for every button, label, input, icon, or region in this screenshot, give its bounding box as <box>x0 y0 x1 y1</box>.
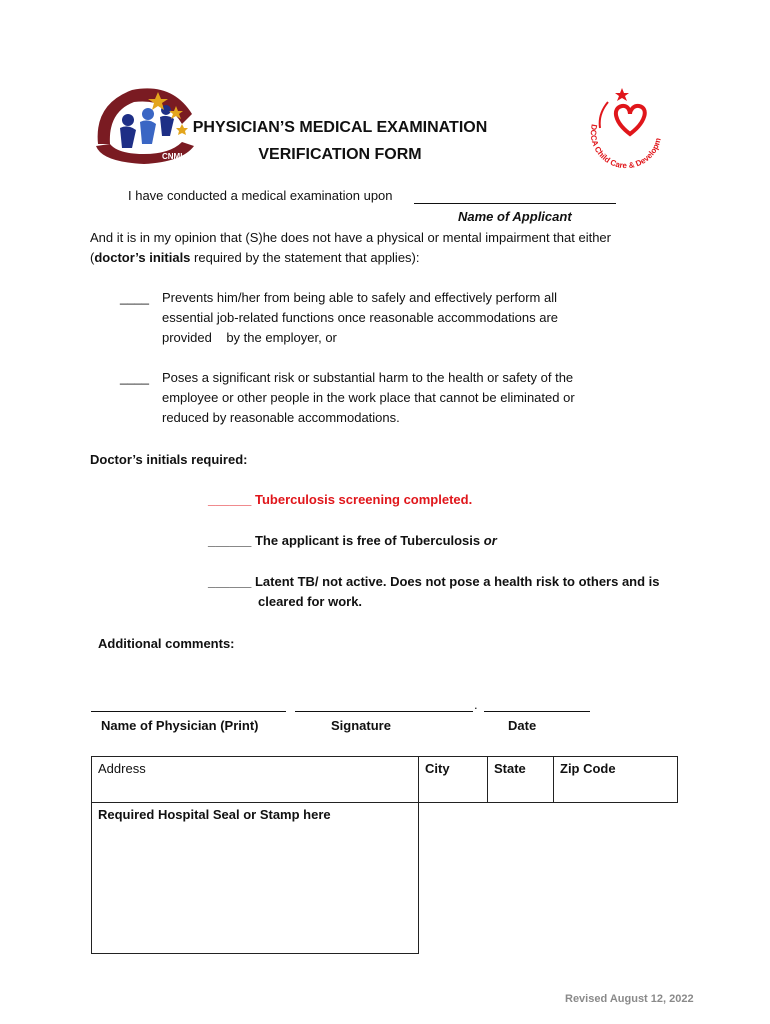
svg-text:CNMI: CNMI <box>162 152 183 161</box>
hospital-seal-cell[interactable]: Required Hospital Seal or Stamp here <box>92 803 419 954</box>
empty-cell <box>419 803 678 954</box>
zip-code-cell[interactable]: Zip Code <box>554 757 678 803</box>
date-label: Date <box>508 718 537 733</box>
date-line[interactable] <box>484 711 590 712</box>
exam-statement: I have conducted a medical examination upon <box>128 188 393 203</box>
option-1-text: Prevents him/her from being able to safely and effectively perform all essential job-related functions once reasonable accommodations are provided by the employer, or <box>162 290 559 345</box>
opinion-line-2: (doctor’s initials required by the statement that applies): <box>90 250 420 265</box>
tb-free-line[interactable]: ______ The applicant is free of Tuberculosis or <box>208 533 497 548</box>
city-cell[interactable]: City <box>419 757 488 803</box>
option-2-initials-blank[interactable]: ____ <box>120 370 149 385</box>
additional-comments-label: Additional comments: <box>98 636 235 651</box>
title-line-2: VERIFICATION FORM <box>258 146 422 163</box>
tb-screening-line[interactable]: ______ Tuberculosis screening completed. <box>208 492 473 507</box>
tb-heading: Doctor’s initials required: <box>90 452 248 467</box>
signature-label: Signature <box>331 718 391 733</box>
form-title <box>190 114 490 168</box>
cnmi-logo <box>92 84 197 166</box>
title-line-1: PHYSICIAN’S MEDICAL EXAMINATION <box>192 119 488 136</box>
address-cell[interactable]: Address <box>92 757 419 803</box>
opinion-line-1: And it is in my opinion that (S)he does not have a physical or mental impairment that either <box>90 230 611 245</box>
name-of-applicant-caption: Name of Applicant <box>458 209 572 224</box>
physician-name-label: Name of Physician (Print) <box>101 718 259 733</box>
svg-text:DCCA Child Care & Development: DCCA Child Care & Developm <box>588 123 663 171</box>
revised-date: Revised August 12, 2022 <box>565 993 694 1005</box>
option-2-text: Poses a significant risk or substantial harm to the health or safety of the employee or other people in the work place that cannot be eliminated or reduced by reasonable accommodations. <box>162 370 575 425</box>
separator-dot: . <box>474 697 478 712</box>
state-cell[interactable]: State <box>488 757 554 803</box>
option-1-initials-blank[interactable]: ____ <box>120 290 149 305</box>
tb-latent-line[interactable]: ______ Latent TB/ not active. Does not pose a health risk to others and is cleared for work. <box>208 574 660 609</box>
signature-line[interactable] <box>295 711 473 712</box>
address-table <box>91 756 678 954</box>
dcca-ccdf-logo <box>578 84 670 176</box>
doctors-initials-emphasis: doctor’s initials <box>94 250 191 265</box>
physician-name-line[interactable] <box>91 711 286 712</box>
applicant-name-line[interactable] <box>414 203 616 204</box>
